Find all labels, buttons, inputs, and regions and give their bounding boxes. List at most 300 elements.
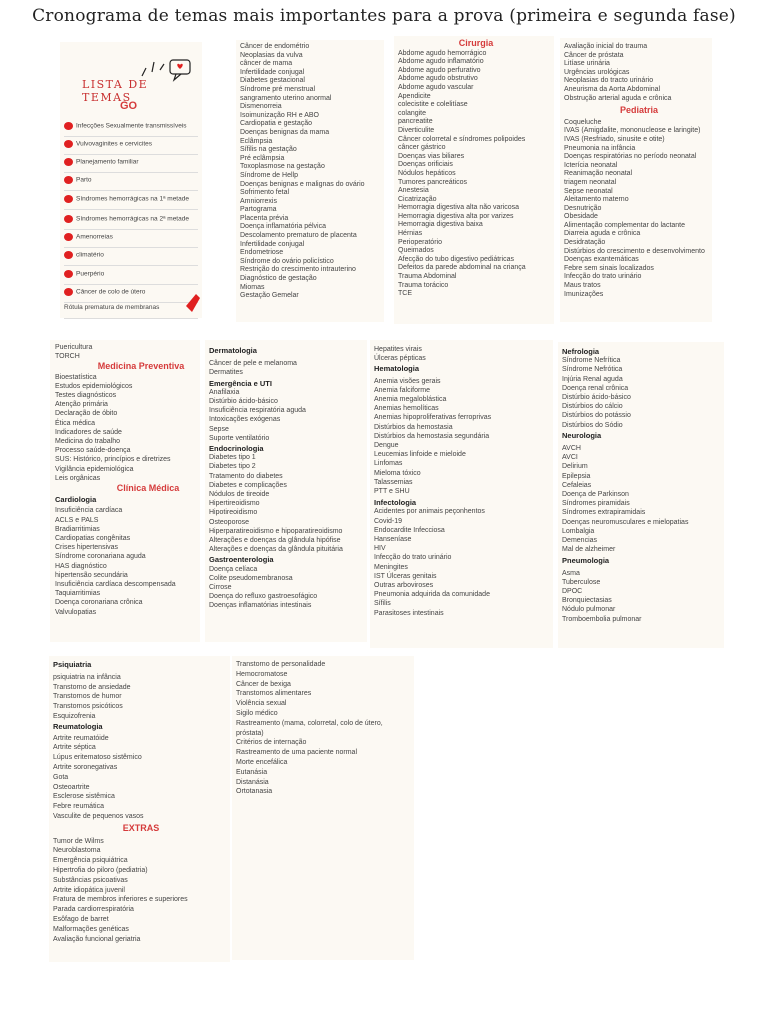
infectology-topic: Parasitoses intestinais bbox=[374, 609, 444, 617]
list-item-label: Síndromes hemorrágicas na 2ª metade bbox=[76, 215, 189, 223]
pediatrics-topic: Doenças respiratórias no período neonatal bbox=[564, 153, 697, 161]
pediatrics-topic: Coqueluche bbox=[564, 118, 602, 126]
endocrinology-topic: Alterações e doenças da glândula hipófise bbox=[209, 537, 341, 545]
infectology-topic: Pneumonia adquirida da comunidade bbox=[374, 591, 490, 599]
go-topic: Doenças benignas e malignas do ovário bbox=[240, 180, 365, 188]
go-topic: Cardiopatia e gestação bbox=[240, 120, 312, 128]
go-topic: Toxoplasmose na gestação bbox=[240, 163, 325, 171]
gastro-topic: Doenças inflamatórias intestinais bbox=[209, 602, 312, 610]
surgery-topic: colangite bbox=[398, 109, 427, 117]
emergency-topic: Insuficiência respiratória aguda bbox=[209, 407, 306, 415]
rheumatology-topic: Esclerose sistêmica bbox=[53, 793, 115, 801]
emergency-topic: Sepse bbox=[209, 425, 229, 433]
infectology-topic: Endocardite Infecciosa bbox=[374, 526, 445, 534]
emergency-topic: Intoxicações exógenas bbox=[209, 416, 281, 424]
go-topic: Diagnóstico de gestação bbox=[240, 275, 317, 283]
hematology-topic: Distúrbios da hemostasia bbox=[374, 423, 453, 431]
surgery-topic: Queimados bbox=[398, 247, 434, 255]
list-divider bbox=[64, 172, 198, 173]
list-item bbox=[64, 176, 92, 184]
nephrology-topic: Distúrbio ácido-básico bbox=[562, 394, 631, 402]
psychiatry-topic: Transtornos de humor bbox=[53, 693, 122, 701]
go-topic: Eclâmpsia bbox=[240, 137, 273, 145]
psychiatry-topic: psiquiatria na infância bbox=[53, 673, 121, 681]
pediatrics-topic: Alimentação complementar do lactante bbox=[564, 221, 686, 229]
extras-topic: Hipertrofia do piloro (pediatria) bbox=[53, 866, 148, 874]
go-list bbox=[240, 43, 365, 301]
preventive-topic: Medicina do trabalho bbox=[55, 438, 120, 446]
rheumatology-heading: Reumatologia bbox=[53, 721, 103, 731]
cardiology-topic: Bradiarritimias bbox=[55, 525, 100, 533]
preventive-topic: Vigilância epidemiológica bbox=[55, 465, 134, 473]
go-topic: Síndrome do ovário policístico bbox=[240, 257, 334, 265]
go-topic: Placenta prévia bbox=[240, 214, 289, 222]
pediatrics-topic: Pneumonia na infância bbox=[564, 144, 636, 152]
pediatrics-heading: Pediatria bbox=[619, 105, 659, 116]
misc-topic: Transtornos alimentares bbox=[236, 690, 312, 698]
pediatrics-topic: triagem neonatal bbox=[564, 178, 617, 186]
misc-topic: Rastreamento de uma paciente normal bbox=[236, 749, 358, 757]
nephrology-topic: Distúrbios do cálcio bbox=[562, 403, 623, 411]
go-topic: Diabetes gestacional bbox=[240, 77, 305, 85]
list-item bbox=[64, 215, 189, 223]
preventive-topic: Atenção primária bbox=[55, 401, 108, 409]
pediatrics-topic: Obesidade bbox=[564, 213, 598, 221]
misc-topic: Distanásia bbox=[236, 778, 269, 786]
infectology-heading: Infectologia bbox=[374, 498, 417, 508]
go-topic: Síndrome de Hellp bbox=[240, 171, 298, 179]
surgery-topic: câncer gástrico bbox=[398, 144, 446, 152]
go-topic: Miomas bbox=[240, 283, 265, 291]
bullet-icon bbox=[64, 215, 73, 223]
infectology-topic: Covid-19 bbox=[374, 517, 403, 525]
go-topic: Restrição do crescimento intrauterino bbox=[240, 266, 356, 274]
clinical-heading: Clínica Médica bbox=[116, 483, 180, 494]
surgery-topic: Tumores pancreáticos bbox=[398, 178, 467, 186]
list-divider bbox=[64, 318, 198, 319]
surgery-topic: Doenças vias biliares bbox=[398, 152, 465, 160]
nephrology-topic: Doença renal crônica bbox=[562, 384, 629, 392]
go-topic: Doença inflamatória pélvica bbox=[240, 223, 326, 231]
surgery-topic: Diverticulite bbox=[398, 126, 435, 134]
cardiology-heading: Cardiologia bbox=[55, 495, 97, 505]
nephrology-topic: Distúrbios do potássio bbox=[562, 412, 631, 420]
surgery-topic: Abdome agudo hemorrágico bbox=[398, 49, 487, 57]
pediatrics-topic: Imunizações bbox=[564, 290, 604, 298]
go-topic: Síndrome pré menstrual bbox=[240, 85, 316, 93]
rheumatology-topic: Vasculite de pequenos vasos bbox=[53, 812, 144, 820]
go-topic: Infertilidade conjugal bbox=[240, 68, 305, 76]
pneumology-topic: Bronquiectasias bbox=[562, 597, 612, 605]
hematology-heading: Hematologia bbox=[374, 364, 420, 374]
surgery-topic: colecistite e colelitíase bbox=[398, 101, 468, 109]
pediatrics-topic: TORCH bbox=[55, 353, 80, 361]
emergency-topic: Anafilaxia bbox=[209, 388, 240, 396]
hematology-topic: Anemias hemolíticas bbox=[374, 405, 439, 413]
bullet-icon bbox=[64, 233, 73, 241]
surgery-topic: Abdome agudo obstrutivo bbox=[398, 75, 478, 83]
surgery-topic: Hérnias bbox=[398, 230, 423, 238]
hematology-topic: Anemia visões gerais bbox=[374, 377, 441, 385]
surgery-topic: Urgências urológicas bbox=[564, 68, 630, 76]
endocrinology-topic: Hipotireoidismo bbox=[209, 509, 258, 517]
cardiology-topic: Cardiopatias congênitas bbox=[55, 535, 131, 543]
topic-list-card bbox=[60, 42, 202, 318]
bullet-icon bbox=[64, 158, 73, 166]
surgery-topic: Nódulos hepáticos bbox=[398, 169, 456, 177]
nephrology-heading: Nefrologia bbox=[562, 347, 600, 356]
hematology-topic: Linfomas bbox=[374, 460, 403, 468]
hematology-topic: Leucemias linfoide e mieloide bbox=[374, 451, 466, 459]
surgery-topic: Perioperatório bbox=[398, 238, 442, 246]
endocrinology-topic: Osteoporose bbox=[209, 518, 250, 526]
rheumatology-topic: Artrite séptica bbox=[53, 744, 96, 752]
go-topic: Dismenorreia bbox=[240, 103, 282, 111]
endocrinology-topic: Tratamento do diabetes bbox=[209, 472, 283, 480]
misc-list bbox=[236, 660, 383, 797]
psychiatry-topic: Transtornos psicóticos bbox=[53, 703, 123, 711]
surgery-topic: Avaliação inicial do trauma bbox=[564, 43, 648, 50]
neurology-heading: Neurologia bbox=[562, 430, 602, 440]
neurology-topic: Lombalgia bbox=[562, 527, 595, 535]
page-title: Cronograma de temas mais importantes para a prova (primeira e segunda fase) bbox=[32, 6, 736, 26]
rheumatology-topic: Artrite soronegativas bbox=[53, 763, 118, 771]
surgery-topic: Trauma Abdominal bbox=[398, 273, 457, 281]
misc-topic: Morte encefálica bbox=[236, 758, 288, 766]
extras-topic: Emergência psiquiátrica bbox=[53, 857, 128, 865]
dermatology-heading: Dermatologia bbox=[209, 346, 257, 355]
pneumology-topic: Nódulo pulmonar bbox=[562, 606, 616, 614]
pneumology-topic: Tromboembolia pulmonar bbox=[562, 615, 642, 623]
preventive-topic: Indicadores de saúde bbox=[55, 428, 122, 436]
gastro-topic: Hepatites virais bbox=[374, 346, 422, 353]
preventive-topic: Ética médica bbox=[55, 419, 96, 427]
neurology-topic: Doenças neuromusculares e mielopatias bbox=[562, 518, 689, 526]
go-topic: Gestação Gemelar bbox=[240, 292, 299, 300]
gastro-heading: Gastroenterologia bbox=[209, 555, 274, 565]
misc-topic: Violência sexual bbox=[236, 700, 287, 708]
nephrology-topic: Injúria Renal aguda bbox=[562, 375, 623, 383]
surgery-list bbox=[398, 39, 554, 299]
surgery-topic: Câncer colorretal e síndromes polipoides bbox=[398, 135, 526, 143]
pneumology-topic: Asma bbox=[562, 569, 580, 577]
pediatrics-topic: Sepse neonatal bbox=[564, 187, 613, 195]
psychiatry-list bbox=[53, 660, 229, 944]
surgery-topic: Abdome agudo perfurativo bbox=[398, 66, 481, 74]
list-item-label: Planejamento familiar bbox=[76, 158, 139, 166]
list-divider bbox=[64, 209, 198, 210]
pediatrics-list bbox=[564, 43, 714, 299]
neurology-topic: Síndromes extrapiramidais bbox=[562, 509, 646, 517]
surgery-topic: Hemorragia digestiva baixa bbox=[398, 221, 483, 229]
hematology-topic: Anemias hipoproliferativas ferroprivas bbox=[374, 414, 492, 422]
pediatrics-topic: Icterícia neonatal bbox=[564, 161, 618, 169]
infectology-topic: IST Úlceras genitais bbox=[374, 572, 437, 580]
list-heading: GO bbox=[120, 100, 138, 112]
surgery-topic: pancreatite bbox=[398, 118, 433, 126]
list-item-label: Câncer de colo de útero bbox=[76, 288, 146, 296]
infectology-topic: Hanseníase bbox=[374, 536, 412, 544]
surgery-topic: Afecção do tubo digestivo pediátricas bbox=[398, 255, 514, 263]
extras-topic: Esôfago de barret bbox=[53, 915, 109, 923]
gastro-topic: Colite pseudomembranosa bbox=[209, 574, 293, 582]
rheumatology-topic: Lúpus eritematoso sistêmico bbox=[53, 754, 142, 762]
hematology-topic: Dengue bbox=[374, 442, 399, 450]
go-topic: Descolamento prematuro de placenta bbox=[240, 232, 357, 240]
list-title: LISTA DE TEMAS bbox=[82, 78, 149, 104]
pediatrics-topic: Reanimação neonatal bbox=[564, 170, 633, 178]
preventive-topic: Processo saúde-doença bbox=[55, 447, 131, 455]
go-topic: Partograma bbox=[240, 206, 277, 214]
pediatrics-topic: Maus tratos bbox=[564, 282, 601, 290]
surgery-topic: Abdome agudo inflamatório bbox=[398, 58, 484, 66]
preventive-topic: SUS: Histórico, princípios e diretrizes bbox=[55, 456, 171, 464]
misc-topic: Critérios de internação bbox=[236, 739, 307, 747]
go-topic: Amniorrexis bbox=[240, 197, 277, 205]
endocrinology-topic: Diabetes tipo 1 bbox=[209, 454, 256, 462]
hematology-topic: Distúrbios da hemostasia segundária bbox=[374, 432, 490, 440]
hematology-topic: PTT e SHU bbox=[374, 488, 410, 496]
rheumatology-topic: Febre reumática bbox=[53, 803, 104, 811]
pediatrics-topic: Distúrbios do crescimento e desenvolvimento bbox=[564, 247, 705, 255]
pediatrics-topic: Infecção do trato urinário bbox=[564, 273, 642, 281]
neurology-topic: Demencias bbox=[562, 537, 598, 545]
endocrinology-topic: Nódulos de tireoide bbox=[209, 491, 270, 499]
list-item bbox=[64, 140, 152, 148]
list-divider bbox=[64, 302, 198, 303]
go-topic: Pré eclâmpsia bbox=[240, 154, 285, 162]
gastro-topic: Doença do refluxo gastroesofágico bbox=[209, 593, 318, 601]
surgery-heading: Cirurgia bbox=[458, 38, 494, 48]
infectology-topic: Meningites bbox=[374, 563, 408, 571]
go-topic: Doenças benignas da mama bbox=[240, 128, 330, 136]
cardiology-topic: ACLS e PALS bbox=[55, 516, 99, 524]
infectology-topic: Infecção do trato urinário bbox=[374, 554, 452, 562]
endocrinology-topic: Alterações e doenças da glândula pituitária bbox=[209, 546, 343, 554]
misc-topic: Rastreamento (mama, colorretal, colo de útero, bbox=[236, 719, 383, 727]
list-item bbox=[64, 233, 113, 241]
list-item-label: Amenorreias bbox=[76, 233, 113, 241]
list-divider bbox=[64, 247, 198, 248]
bullet-icon bbox=[64, 122, 73, 130]
nephrology-topic: Síndrome Nefrítica bbox=[562, 357, 621, 365]
nephrology-topic: Síndrome Nefrótica bbox=[562, 366, 623, 374]
nephrology-list bbox=[562, 347, 688, 624]
infectology-topic: Outras arboviroses bbox=[374, 582, 434, 590]
extras-topic: Substâncias psicoativas bbox=[53, 876, 128, 884]
misc-topic: Ortotanasia bbox=[236, 788, 273, 796]
cardiology-topic: Síndrome coronariana aguda bbox=[55, 553, 146, 561]
endocrinology-topic: Hiperparatireoidismo e hipoparatireoidismo bbox=[209, 527, 343, 535]
preventive-topic: Bioestatística bbox=[55, 373, 97, 381]
pediatrics-topic: IVAS (Amigdalite, mononucleose e laringite) bbox=[564, 127, 701, 135]
list-item-label: Puerpério bbox=[76, 270, 105, 278]
neurology-topic: Epilepsia bbox=[562, 472, 591, 480]
gastro-topic: Úlceras pépticas bbox=[374, 355, 426, 363]
surgery-topic: Doenças orificiais bbox=[398, 161, 453, 169]
neurology-topic: Síndromes piramidais bbox=[562, 500, 630, 508]
pediatrics-topic: Aleitamento materno bbox=[564, 196, 629, 204]
neurology-topic: Cefaleias bbox=[562, 481, 592, 489]
list-divider bbox=[64, 154, 198, 155]
dermatology-topic: Dermatites bbox=[209, 369, 243, 377]
neurology-topic: Delirium bbox=[562, 463, 588, 471]
surgery-topic: Hemorragia digestiva alta por varizes bbox=[398, 212, 514, 220]
bullet-icon bbox=[64, 288, 73, 296]
extras-topic: Fratura de membros inferiores e superiores bbox=[53, 896, 188, 904]
pediatrics-topic: Febre sem sinais localizados bbox=[564, 264, 654, 272]
cardiology-topic: Valvulopatias bbox=[55, 608, 97, 616]
preventive-heading: Medicina Preventiva bbox=[97, 361, 185, 372]
cardiology-topic: Crises hipertensivas bbox=[55, 544, 119, 552]
pneumology-topic: Tuberculose bbox=[562, 578, 601, 586]
misc-topic: próstata) bbox=[236, 729, 264, 737]
emergency-topic: Distúrbio ácido-básico bbox=[209, 398, 278, 406]
list-divider bbox=[64, 136, 198, 137]
preventive-topic: Estudos epidemiológicos bbox=[55, 382, 133, 390]
rheumatology-topic: Osteoartrite bbox=[53, 783, 90, 791]
emergency-heading: Emergência e UTI bbox=[209, 378, 272, 388]
list-divider bbox=[64, 265, 198, 266]
surgery-topic: Apendicite bbox=[398, 92, 431, 100]
extras-topic: Artrite idiopática juvenil bbox=[53, 886, 125, 894]
pediatrics-topic: Puericultura bbox=[55, 344, 93, 351]
endocrinology-heading: Endocrinologia bbox=[209, 444, 264, 454]
preventive-topic: Testes diagnósticos bbox=[55, 392, 117, 400]
go-topic: Isoimunização RH e ABO bbox=[240, 111, 319, 119]
surgery-topic: Defeitos da parede abdominal na criança bbox=[398, 264, 526, 272]
hematology-topic: Talassemias bbox=[374, 478, 413, 486]
endocrinology-topic: Hipertireoidismo bbox=[209, 500, 260, 508]
gastro-topic: Doença celíaca bbox=[209, 565, 258, 573]
misc-topic: Sigilo médico bbox=[236, 709, 278, 717]
extras-heading: EXTRAS bbox=[122, 822, 160, 833]
extras-topic: Malformações genéticas bbox=[53, 925, 129, 933]
rheumatology-topic: Gota bbox=[53, 773, 69, 781]
misc-topic: Câncer de bexiga bbox=[236, 680, 291, 688]
go-topic: câncer de mama bbox=[240, 60, 293, 68]
cardiology-topic: Taquiarritimias bbox=[55, 590, 101, 598]
dermatology-topic: Câncer de pele e melanoma bbox=[209, 360, 297, 368]
infectology-topic: Acidentes por animais peçonhentos bbox=[374, 508, 485, 516]
surgery-topic: Aneurisma da Aorta Abdominal bbox=[564, 85, 661, 93]
list-divider bbox=[64, 190, 198, 191]
pediatrics-topic: IVAS (Resfriado, sinusite e otite) bbox=[564, 135, 665, 143]
list-item-label: Rótula prematura de membranas bbox=[64, 304, 160, 311]
psychiatry-heading: Psiquiatria bbox=[53, 660, 92, 669]
neurology-topic: AVCH bbox=[562, 445, 581, 453]
cardiology-topic: hipertensão secundária bbox=[55, 571, 128, 579]
pediatrics-topic: Diarreia aguda e crônica bbox=[564, 230, 641, 238]
pneumology-heading: Pneumologia bbox=[562, 556, 610, 566]
list-item-label: climatério bbox=[76, 251, 104, 259]
surgery-topic: Abdome agudo vascular bbox=[398, 83, 474, 91]
go-topic: Endometriose bbox=[240, 249, 284, 257]
go-topic: sangramento uterino anormal bbox=[240, 94, 332, 102]
surgery-topic: Câncer de próstata bbox=[564, 51, 624, 59]
infectology-topic: Sífilis bbox=[374, 600, 391, 608]
bullet-icon bbox=[64, 195, 73, 203]
nephrology-topic: Distúrbios do Sódio bbox=[562, 421, 623, 429]
gastro-topic: Cirrose bbox=[209, 584, 232, 592]
list-item-label: Parto bbox=[76, 176, 92, 184]
surgery-topic: Cicatrização bbox=[398, 195, 437, 203]
extras-topic: Avaliação funcional geriatria bbox=[53, 935, 141, 943]
list-item bbox=[64, 270, 104, 278]
go-topic: Neoplasias da vulva bbox=[240, 51, 303, 59]
surgery-topic: Anestesia bbox=[398, 187, 429, 195]
endocrinology-topic: Diabetes tipo 2 bbox=[209, 463, 256, 471]
neurology-topic: Mal de alzheimer bbox=[562, 546, 616, 554]
surgery-topic: TCE bbox=[398, 290, 412, 298]
list-item bbox=[64, 251, 104, 259]
surgery-topic: Trauma torácico bbox=[398, 281, 449, 289]
go-topic: Câncer de endométrio bbox=[240, 43, 310, 50]
surgery-topic: Litíase urinária bbox=[564, 60, 610, 68]
cardiology-topic: Doença coronariana crônica bbox=[55, 599, 143, 607]
bullet-icon bbox=[64, 140, 73, 148]
arrow-icon bbox=[184, 292, 202, 314]
extras-topic: Parada cardiorrespiratória bbox=[53, 906, 134, 914]
neurology-topic: AVCI bbox=[562, 454, 578, 462]
hematology-list bbox=[374, 345, 491, 618]
psychiatry-topic: Transtorno de ansiedade bbox=[53, 683, 131, 691]
surgery-topic: Hemorragia digestiva alta não varicosa bbox=[398, 204, 520, 212]
hematology-topic: Mieloma tóxico bbox=[374, 469, 421, 477]
cardiology-topic: Insuficiência cardíaca descompensada bbox=[55, 581, 176, 589]
psychiatry-topic: Esquizofrenia bbox=[53, 712, 96, 720]
list-item-label: Infecções Sexualmente transmissíveis bbox=[76, 122, 187, 130]
bullet-icon bbox=[64, 251, 73, 259]
surgery-topic: Obstrução arterial aguda e crônica bbox=[564, 94, 672, 102]
rheumatology-topic: Artrite reumatóide bbox=[53, 734, 109, 742]
list-item-label: Síndromes hemorrágicas na 1ª metade bbox=[76, 195, 189, 203]
list-divider bbox=[64, 229, 198, 230]
endocrinology-topic: Diabetes e complicações bbox=[209, 481, 287, 489]
infectology-topic: HIV bbox=[374, 545, 386, 553]
emergency-topic: Suporte ventilatório bbox=[209, 434, 270, 442]
bullet-icon bbox=[64, 176, 73, 184]
misc-topic: Eutanásia bbox=[236, 768, 268, 776]
hematology-topic: Anemia megaloblástica bbox=[374, 396, 447, 404]
cardiology-topic: Insuficiência cardíaca bbox=[55, 507, 123, 515]
pneumology-topic: DPOC bbox=[562, 588, 583, 596]
misc-topic: Hemocromatose bbox=[236, 670, 288, 678]
preventive-topic: Leis orgânicas bbox=[55, 474, 101, 482]
cardiology-topic: HAS diagnóstico bbox=[55, 562, 107, 570]
surgery-topic: Neoplasias do tracto urinário bbox=[564, 77, 654, 85]
preventive-topic: Declaração de óbito bbox=[55, 410, 118, 418]
dermatology-list bbox=[209, 346, 343, 611]
go-topic: Sífilis na gestação bbox=[240, 146, 297, 154]
bullet-icon bbox=[64, 270, 73, 278]
misc-topic: Transtorno de personalidade bbox=[236, 661, 326, 668]
list-item bbox=[64, 288, 145, 296]
list-item bbox=[64, 304, 159, 311]
go-topic: Infertilidade conjugal bbox=[240, 240, 305, 248]
extras-topic: Tumor de Wilms bbox=[53, 837, 104, 845]
list-item bbox=[64, 122, 187, 130]
neurology-topic: Doença de Parkinson bbox=[562, 491, 629, 499]
pediatrics-topic: Desnutrição bbox=[564, 204, 602, 212]
list-item-label: Vulvovaginites e cervicites bbox=[76, 140, 152, 148]
pediatrics-topic: Doenças exantemáticas bbox=[564, 256, 639, 264]
list-item bbox=[64, 195, 189, 203]
list-item bbox=[64, 158, 139, 166]
go-topic: Sofrimento fetal bbox=[240, 189, 290, 197]
extras-topic: Neuroblastoma bbox=[53, 847, 101, 855]
list-divider bbox=[64, 284, 198, 285]
